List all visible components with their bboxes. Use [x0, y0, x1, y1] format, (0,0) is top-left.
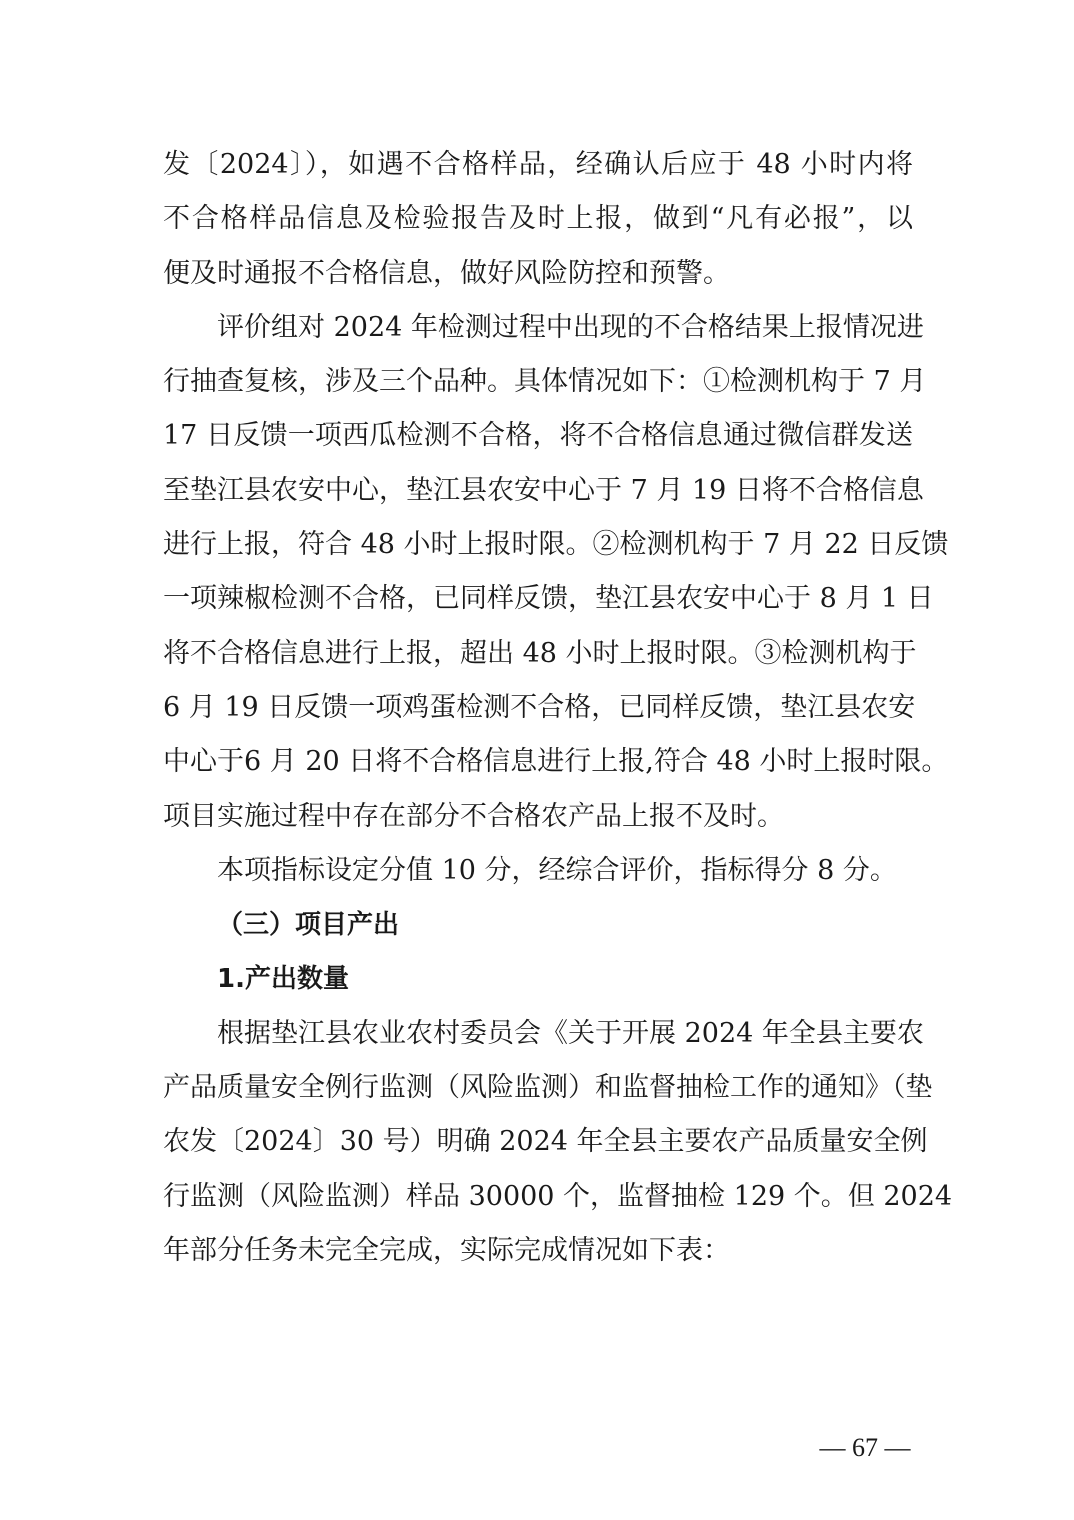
text-line: 便及时通报不合格信息，做好风险防控和预警。 — [163, 257, 730, 289]
body-text — [163, 138, 953, 1278]
text-line: 将不合格信息进行上报，超出 48 小时上报时限。③检测机构于 — [163, 637, 917, 669]
text-line: 不合格样品信息及检验报告及时上报，做到“凡有必报”，以 — [163, 203, 913, 235]
section-heading: （三）项目产出 — [217, 910, 400, 941]
text-line: 农发〔2024〕30 号）明确 2024 年全县主要农产品质量安全例 — [163, 1126, 928, 1158]
page-number: — 67 — — [819, 1433, 911, 1462]
text-line: 行监测（风险监测）样品 30000 个，监督抽检 129 个。但 2024 — [163, 1180, 953, 1212]
subsection-heading: 1.产出数量 — [217, 964, 349, 995]
text-line: 发〔2024〕），如遇不合格样品，经确认后应于 48 小时内将 — [163, 149, 913, 180]
text-line: 行抽查复核，涉及三个品种。具体情况如下：①检测机构于 7 月 — [163, 366, 927, 398]
text-line: 根据垫江县农业农村委员会《关于开展 2024 年全县主要农 — [217, 1017, 924, 1049]
text-line: 17 日反馈一项西瓜检测不合格，将不合格信息通过微信群发送 — [163, 420, 913, 452]
text-line: 至垫江县农安中心，垫江县农安中心于 7 月 19 日将不合格信息 — [163, 474, 924, 506]
text-line: 中心于6 月 20 日将不合格信息进行上报,符合 48 小时上报时限。 — [163, 746, 949, 778]
text-line: 6 月 19 日反馈一项鸡蛋检测不合格，已同样反馈，垫江县农安 — [163, 691, 916, 723]
text-line: 本项指标设定分值 10 分，经综合评价，指标得分 8 分。 — [217, 854, 897, 886]
text-line: 评价组对 2024 年检测过程中出现的不合格结果上报情况进 — [217, 311, 924, 343]
text-line: 进行上报，符合 48 小时上报时限。②检测机构于 7 月 22 日反馈 — [163, 529, 949, 561]
text-line: 产品质量安全例行监测（风险监测）和监督抽检工作的通知》（垫 — [163, 1072, 933, 1104]
text-line: 年部分任务未完全完成，实际完成情况如下表： — [163, 1234, 730, 1266]
text-line: 项目实施过程中存在部分不合格农产品上报不及时。 — [163, 800, 784, 832]
text-line: 一项辣椒检测不合格，已同样反馈，垫江县农安中心于 8 月 1 日 — [163, 583, 934, 615]
